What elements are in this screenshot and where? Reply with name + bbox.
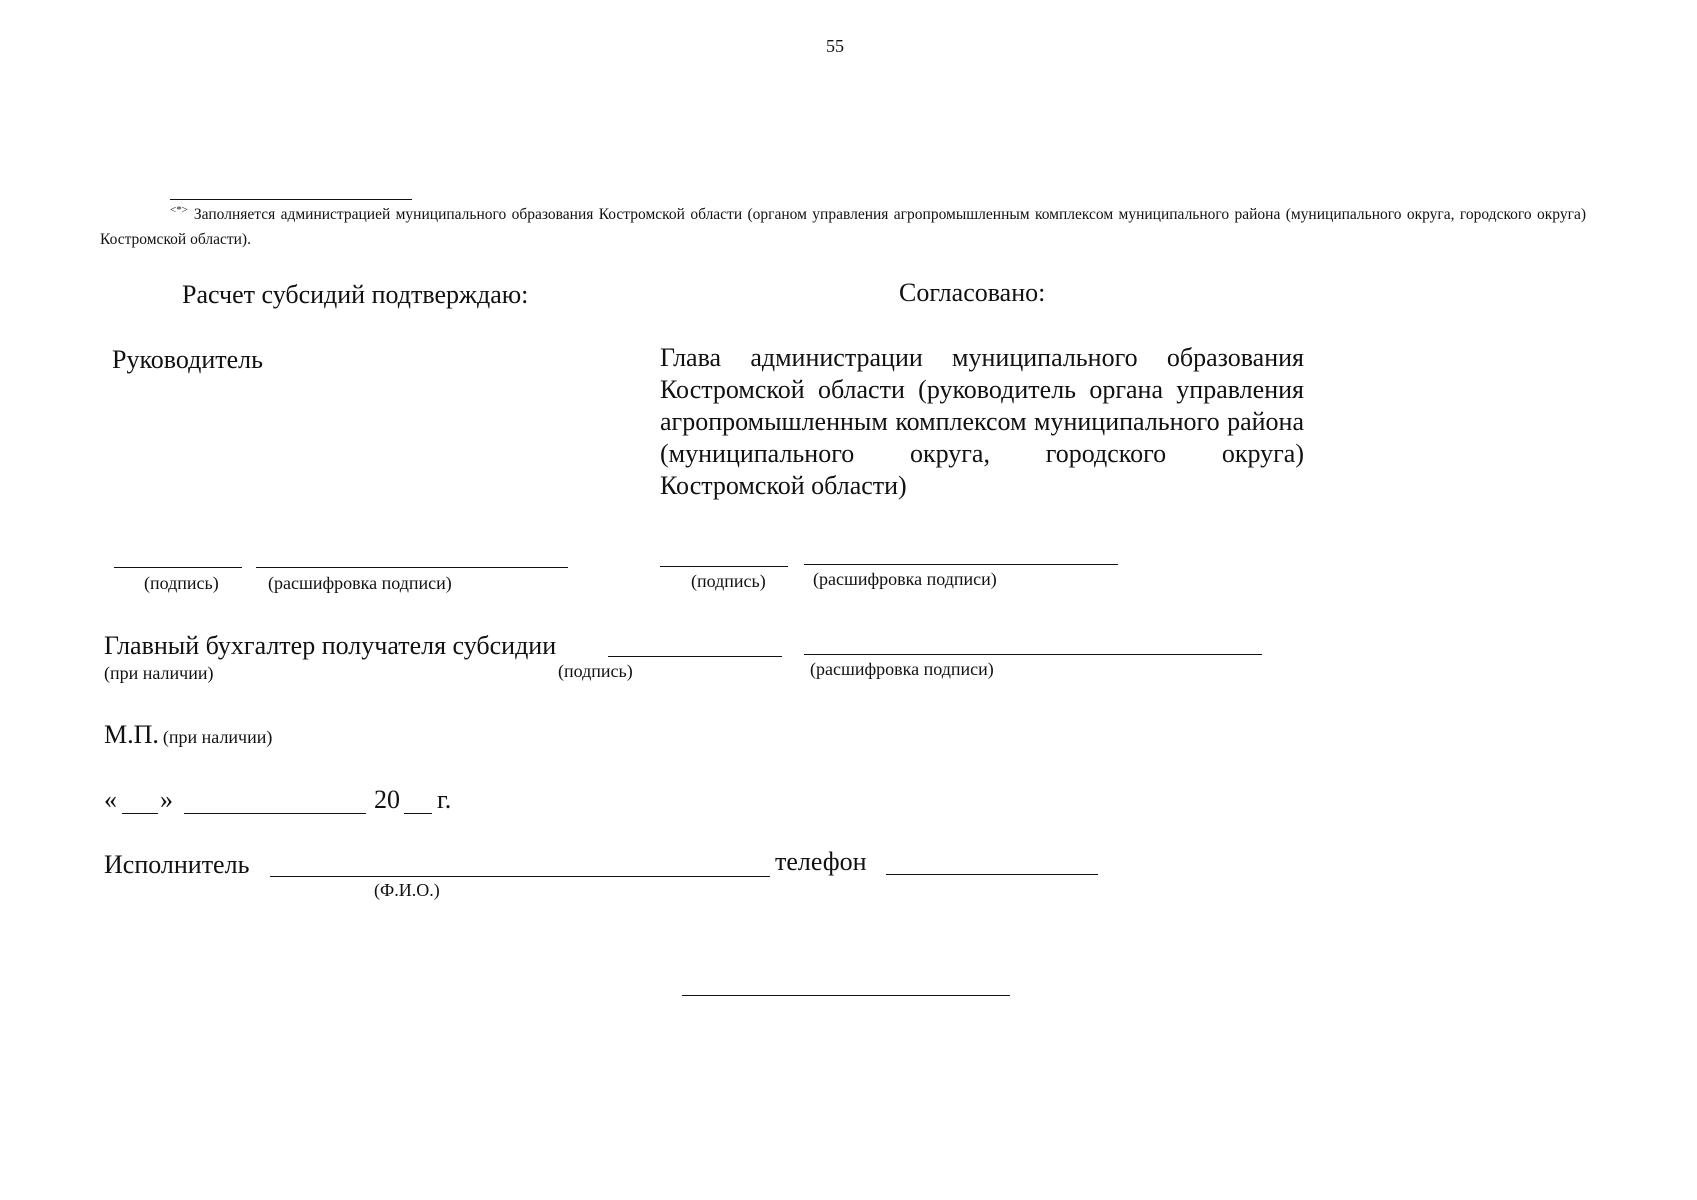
left-decoding-label: (расшифровка подписи)	[268, 573, 452, 593]
seal-label: М.П.	[104, 720, 159, 749]
chief-accountant-decoding-label: (расшифровка подписи)	[810, 659, 994, 679]
date-close-quote: »	[160, 785, 173, 814]
right-decoding-line	[804, 564, 1118, 565]
date-year-suffix: г.	[437, 785, 452, 814]
footnote-mark: <*>	[170, 204, 188, 216]
date-day-line	[122, 813, 158, 814]
chief-accountant-decoding-line	[804, 654, 1262, 655]
date-month-line	[184, 813, 366, 814]
phone-label: телефон	[775, 847, 867, 876]
chief-accountant-if-available: (при наличии)	[104, 663, 214, 683]
left-signature-line	[114, 567, 242, 568]
executor-label: Исполнитель	[104, 850, 250, 879]
approve-heading: Расчет субсидий подтверждаю:	[182, 280, 529, 309]
right-decoding-label: (расшифровка подписи)	[813, 569, 997, 589]
date-year-prefix: 20	[374, 785, 400, 814]
page-number: 55	[826, 36, 844, 56]
right-signature-line	[660, 566, 788, 567]
chief-accountant-signature-label: (подпись)	[558, 661, 633, 681]
closing-separator	[682, 995, 1010, 996]
right-signer-title: Глава администрации муниципального образования Костромской области (руководитель органа управления агропромышленным комплексом муниципального района (муниципального округа, городского округа) Костромской области)	[660, 343, 1304, 500]
footnote	[100, 198, 1586, 252]
chief-accountant-label: Главный бухгалтер получателя субсидии	[104, 631, 557, 660]
executor-line	[270, 876, 770, 877]
executor-fio-label: (Ф.И.О.)	[374, 880, 440, 900]
footnote-text: Заполняется администрацией муниципального образования Костромской области (органом управления агропромышленным комплексом муниципального района (муниципального округа, городского округа) Костромской области).	[100, 206, 1586, 249]
left-decoding-line	[256, 567, 568, 568]
agreed-heading: Согласовано:	[899, 278, 1046, 307]
date-year-line	[404, 813, 432, 814]
left-signature-label: (подпись)	[144, 573, 219, 593]
phone-line	[886, 874, 1098, 875]
seal-line	[104, 720, 272, 750]
seal-if-available: (при наличии)	[162, 727, 273, 747]
left-signer-title: Руководитель	[112, 345, 263, 374]
chief-accountant-signature-line	[608, 656, 782, 657]
right-signature-label: (подпись)	[691, 571, 766, 591]
date-open-quote: «	[104, 785, 117, 814]
